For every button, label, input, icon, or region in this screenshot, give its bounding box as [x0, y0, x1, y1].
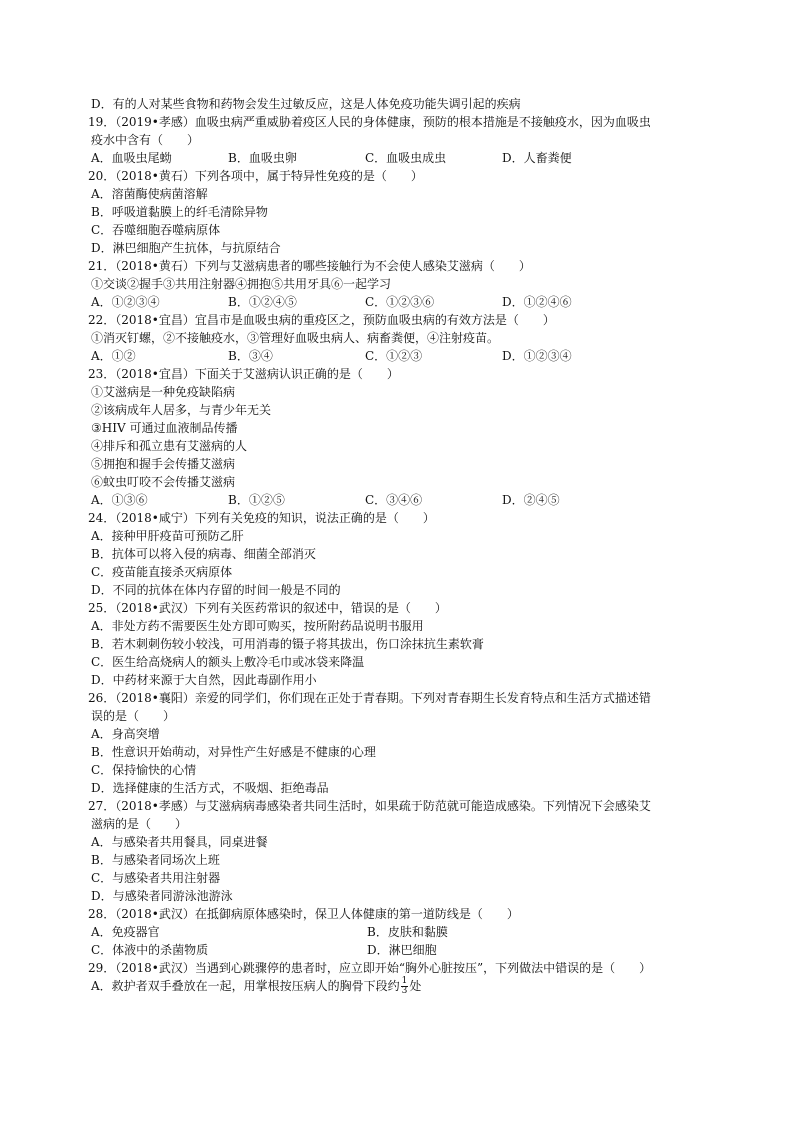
q27-option-b: B．与感染者同场次上班: [91, 853, 220, 867]
q21-items: ①交谈②握手③共用注射器④拥抱⑤共用牙具⑥一起学习: [91, 277, 392, 291]
q21-option-b: B．①②④⑤: [228, 295, 297, 309]
q29-option-a-text: A．救护者双手叠放在一起，用掌根按压病人的胸骨下段约: [91, 979, 400, 993]
q28-options-row2: [88, 941, 728, 959]
q27-stem-cont: 滋病的是（ ）: [91, 817, 188, 831]
q19-stem-cont: 疫水中含有（ ）: [91, 133, 200, 147]
q24-option-b: B．抗体可以将入侵的病毒、细菌全部消灭: [91, 547, 316, 561]
q24-option-d: D．不同的抗体在体内存留的时间一般是不同的: [91, 583, 341, 597]
q28-option-b: B．皮肤和黏膜: [367, 925, 448, 939]
q22-option-a: A．①②: [91, 349, 136, 363]
q22-options: [88, 347, 728, 365]
q21-option-d: D．①②④⑥: [502, 295, 572, 309]
q21-option-a: A．①②③④: [91, 295, 160, 309]
q24-stem: 24．（2018•咸宁）下列有关免疫的知识，说法正确的是（ ）: [88, 511, 435, 525]
q23-item-6: ⑥蚊虫叮咬不会传播艾滋病: [91, 475, 236, 489]
exam-page: [88, 95, 728, 995]
q25-option-a: A．非处方药不需要医生处方即可购买，按所附药品说明书服用: [91, 619, 424, 633]
q26-option-d: D．选择健康的生活方式，不吸烟、拒绝毒品: [91, 781, 329, 795]
q22-option-d: D．①②③④: [502, 349, 572, 363]
q29-stem: 29．（2018•武汉）当遇到心跳骤停的患者时，应立即开始“胸外心脏按压”，下列做法中错误的是（ ）: [88, 961, 652, 975]
q20-option-d: D．淋巴细胞产生抗体，与抗原结合: [91, 241, 281, 255]
q25-option-d: D．中药材来源于大自然，因此毒副作用小: [91, 673, 317, 687]
q23-stem: 23．（2018•宜昌）下面关于艾滋病认识正确的是（ ）: [88, 367, 399, 381]
q23-item-3: ③HIV 可通过血液制品传播: [91, 421, 238, 435]
q28-option-d: D．淋巴细胞: [367, 943, 437, 957]
q26-stem-cont: 误的是（ ）: [91, 709, 176, 723]
one-third-fraction: [401, 977, 409, 996]
q20-option-b: B．呼吸道黏膜上的纤毛清除异物: [91, 205, 268, 219]
q21-stem: 21．（2018•黄石）下列与艾滋病患者的哪些接触行为不会使人感染艾滋病（ ）: [88, 259, 531, 273]
fraction-denominator: 3: [401, 986, 408, 996]
q28-stem: 28．（2018•武汉）在抵御病原体感染时，保卫人体健康的第一道防线是（ ）: [88, 907, 519, 921]
q19-stem: 19．（2019•孝感）血吸虫病严重威胁着疫区人民的身体健康，预防的根本措施是不接触疫水，因为血吸虫: [88, 115, 651, 129]
q23-item-1: ①艾滋病是一种免疫缺陷病: [91, 385, 236, 399]
q22-option-c: C．①②③: [365, 349, 423, 363]
q27-option-a: A．与感染者共用餐具，同桌进餐: [91, 835, 268, 849]
q27-stem: 27．（2018•孝感）与艾滋病病毒感染者共同生活时，如果疏于防范就可能造成感染。下列情况下会感染艾: [88, 799, 651, 813]
q19-option-d: D．人畜粪便: [502, 151, 572, 165]
q24-option-a: A．接种甲肝疫苗可预防乙肝: [91, 529, 244, 543]
q19-option-b: B．血吸虫卵: [228, 151, 297, 165]
q23-options: [88, 491, 728, 509]
q20-stem: 20．（2018•黄石）下列各项中，属于特异性免疫的是（ ）: [88, 169, 423, 183]
q23-option-d: D．②④⑤: [502, 493, 560, 507]
q20-option-a: A．溶菌酶使病菌溶解: [91, 187, 208, 201]
q29-option-a-suffix: 处: [409, 979, 422, 993]
q29-option-a: [88, 977, 728, 995]
q26-option-b: B．性意识开始萌动，对异性产生好感是不健康的心理: [91, 745, 376, 759]
q28-option-c: C．体液中的杀菌物质: [91, 943, 209, 957]
q28-option-a: A．免疫器官: [91, 925, 160, 939]
q23-item-4: ④排斥和孤立患有艾滋病的人: [91, 439, 248, 453]
q22-items: ①消灭钉螺，②不接触疫水，③管理好血吸虫病人、病畜粪便，④注射疫苗。: [91, 331, 500, 345]
q23-item-2: ②该病成年人居多，与青少年无关: [91, 403, 272, 417]
q22-stem: 22．（2018•宜昌）宜昌市是血吸虫病的重疫区之，预防血吸虫病的有效方法是（ ）: [88, 313, 555, 327]
q19-option-a: A．血吸虫尾蚴: [91, 151, 172, 165]
q23-option-c: C．③④⑥: [365, 493, 423, 507]
q20-option-c: C．吞噬细胞吞噬病原体: [91, 223, 221, 237]
q21-options: [88, 293, 728, 311]
q26-option-a: A．身高突增: [91, 727, 160, 741]
q27-option-d: D．与感染者同游泳池游泳: [91, 889, 233, 903]
q25-stem: 25．（2018•武汉）下列有关医药常识的叙述中，错误的是（ ）: [88, 601, 447, 615]
q26-option-c: C．保持愉快的心情: [91, 763, 197, 777]
q28-options-row1: [88, 923, 728, 941]
q19-options: [88, 149, 728, 167]
q23-item-5: ⑤拥抱和握手会传播艾滋病: [91, 457, 236, 471]
q24-option-c: C．疫苗能直接杀灭病原体: [91, 565, 233, 579]
fraction-numerator: 1: [401, 976, 408, 986]
q22-option-b: B．③④: [228, 349, 273, 363]
q23-option-a: A．①③⑥: [91, 493, 148, 507]
q18-option-d: D．有的人对某些食物和药物会发生过敏反应，这是人体免疫功能失调引起的疾病: [91, 97, 521, 111]
q26-stem: 26．（2018•襄阳）亲爱的同学们，你们现在正处于青春期。下列对青春期生长发育特点和生活方式描述错: [88, 691, 651, 705]
q23-option-b: B．①②⑤: [228, 493, 285, 507]
q25-option-b: B．若木刺刺伤较小较浅，可用消毒的镊子将其拔出，伤口涂抹抗生素软膏: [91, 637, 484, 651]
q21-option-c: C．①②③⑥: [365, 295, 435, 309]
q25-option-c: C．医生给高烧病人的额头上敷冷毛巾或冰袋来降温: [91, 655, 365, 669]
q27-option-c: C．与感染者共用注射器: [91, 871, 221, 885]
q19-option-c: C．血吸虫成虫: [365, 151, 447, 165]
